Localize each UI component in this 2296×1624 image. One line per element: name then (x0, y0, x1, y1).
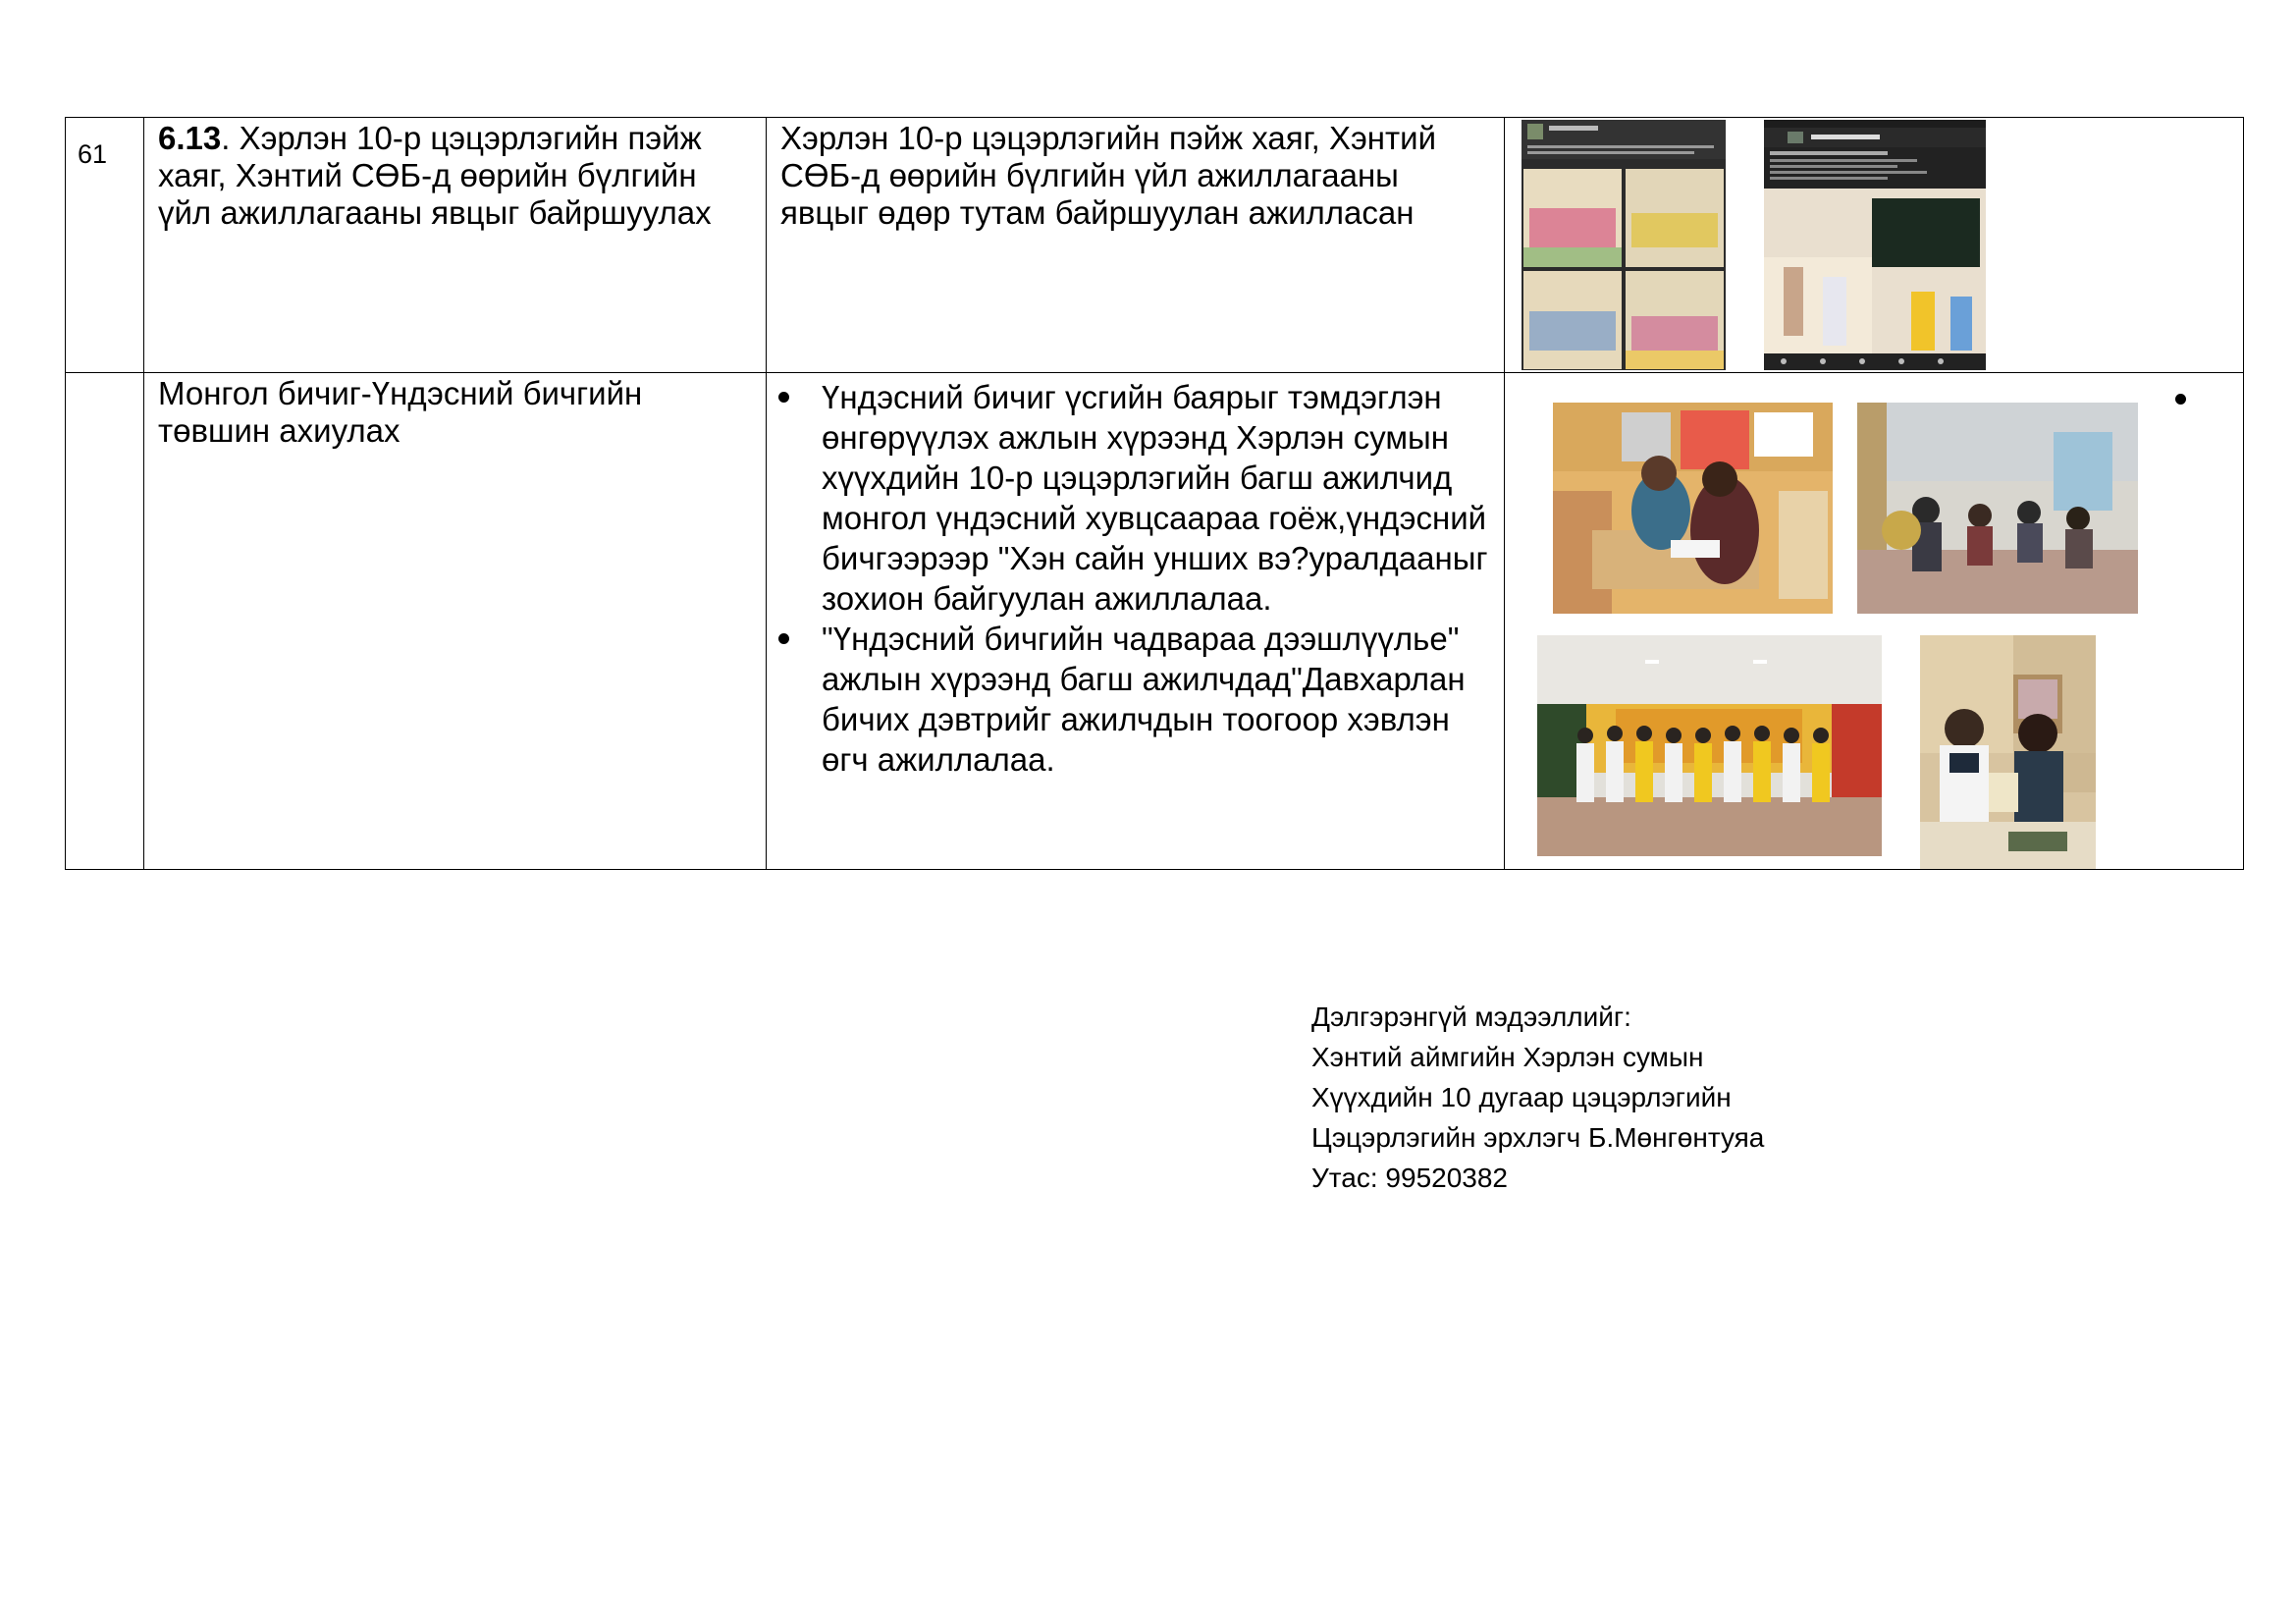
report-table (65, 117, 2244, 870)
result-cell (767, 373, 1505, 870)
contact-heading: Дэлгэрэнгүй мэдээллийг: (1311, 1001, 1631, 1032)
row-number-cell (66, 373, 144, 870)
row-number: 61 (78, 139, 108, 169)
facebook-post-screenshot-1 (1522, 120, 1726, 370)
task-text: Монгол бичиг-Үндэсний бичгийн төвшин ахиулах (158, 375, 643, 449)
facebook-post-screenshot-2 (1764, 120, 1986, 370)
contact-info (1311, 997, 1764, 1198)
photos-cell (1505, 118, 2244, 373)
table-row (66, 118, 2244, 373)
contact-phone: Утас: 99520382 (1311, 1163, 1509, 1193)
result-text: Хэрлэн 10-р цэцэрлэгийн пэйж хаяг, Хэнтий СӨБ-д өөрийн бүлгийн үйл ажиллагааны явцыг өдөр тутам байршуулан ажилласан (780, 120, 1437, 231)
contact-aimag: Хэнтий аймгийн Хэрлэн сумын (1311, 1042, 1704, 1072)
bullet-dot-icon (778, 633, 789, 644)
row-number-cell (66, 118, 144, 373)
bullet-text: Үндэсний бичиг үсгийн баярыг тэмдэглэн өнгөрүүлэх ажлын хүрээнд Хэрлэн сумын хүүхдийн 10-р цэцэрлэгийн багш ажилчид монгол үндэсний хувцсаараа гоёж,үндэсний бичгээрээр "Хэн сайн унших вэ?уралдааныг зохион байгуулан ажиллалаа. (822, 379, 1488, 617)
photo-meeting-room (1857, 403, 2138, 614)
list-item (767, 619, 1504, 780)
task-cell (144, 118, 767, 373)
task-text (144, 118, 766, 232)
list-item (767, 377, 1504, 619)
result-bullet-list (767, 373, 1504, 780)
table-row (66, 373, 2244, 870)
photo-group (1537, 635, 1882, 856)
task-code: 6.13 (158, 120, 222, 156)
photos-cell (1505, 373, 2244, 870)
task-description: . Хэрлэн 10-р цэцэрлэгийн пэйж хаяг, Хэнтий СӨБ-д өөрийн бүлгийн үйл ажиллагааны явцыг байршуулах (158, 120, 712, 231)
contact-director: Цэцэрлэгийн эрхлэгч Б.Мөнгөнтуяа (1311, 1122, 1765, 1153)
result-cell (767, 118, 1505, 373)
task-cell (144, 373, 767, 870)
bullet-dot-icon (778, 392, 789, 403)
bullet-dot-icon (2175, 394, 2186, 405)
row-number (66, 373, 143, 395)
photo-award (1920, 635, 2096, 869)
contact-kindergarten: Хүүхдийн 10 дугаар цэцэрлэгийн (1311, 1082, 1732, 1112)
bullet-text: "Үндэсний бичгийн чадвараа дээшлүүлье" ажлын хүрээнд багш ажилчдад"Давхарлан бичих дэвтрийг ажилчдын тоогоор хэвлэн өгч ажиллалаа. (822, 621, 1466, 778)
photo-teachers-reading (1553, 403, 1833, 614)
